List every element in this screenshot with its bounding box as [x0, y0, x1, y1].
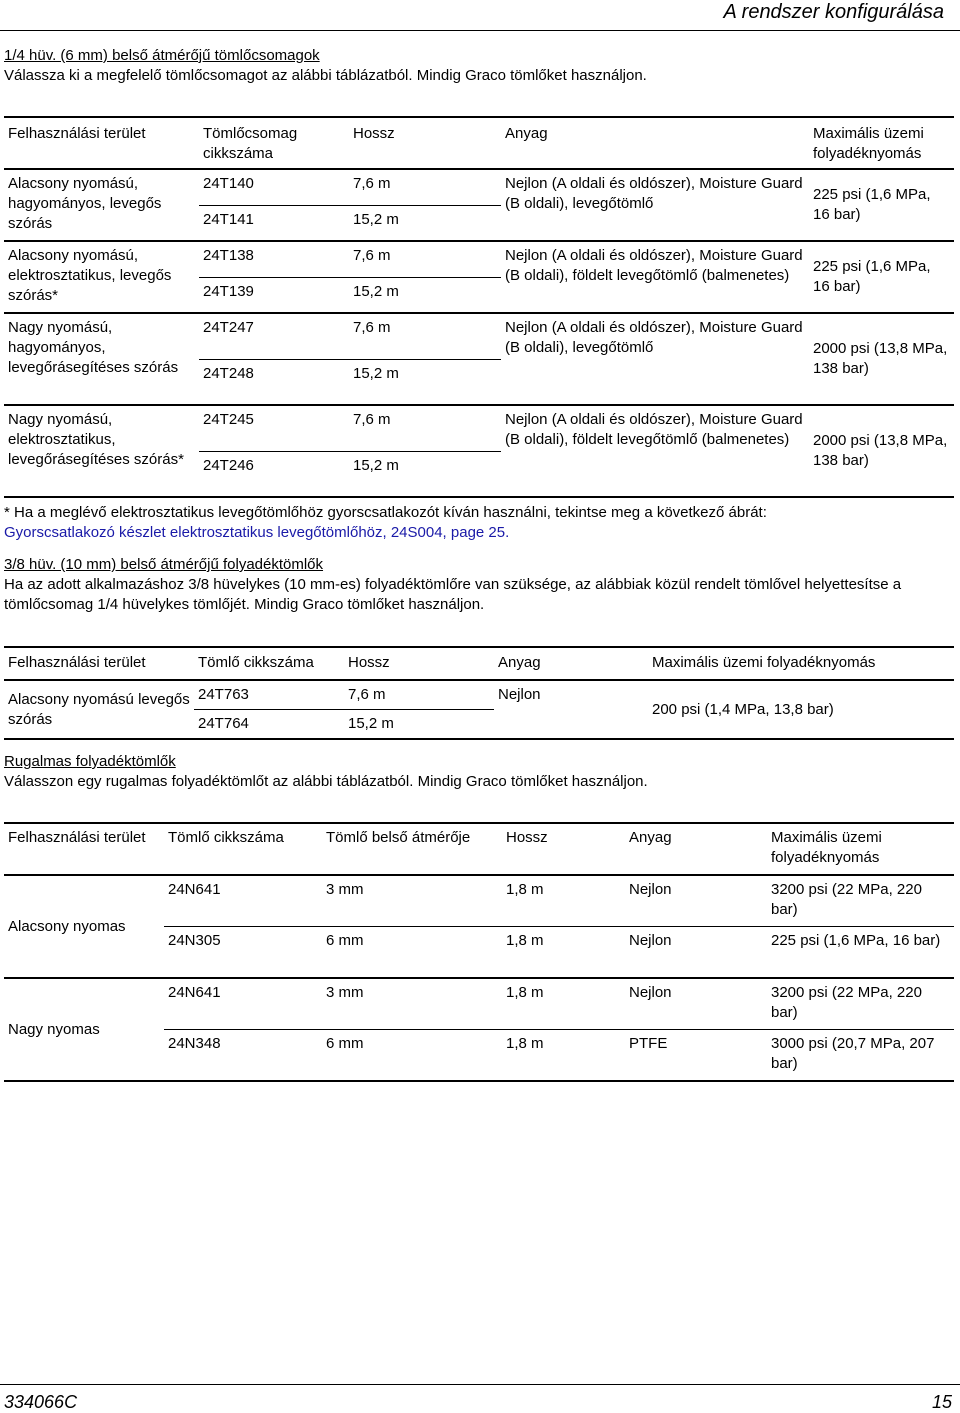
col-header: Hossz [344, 647, 494, 680]
header-divider [0, 30, 960, 31]
area-cell: Nagy nyomású, hagyományos, levegőrásegítéses szórás [4, 313, 199, 405]
part-cell: 24N641 [164, 978, 322, 1030]
length-cell: 15,2 m [349, 205, 501, 241]
length-cell: 15,2 m [349, 277, 501, 313]
section2-heading: 3/8 hüv. (10 mm) belső átmérőjű folyadéktömlők [4, 556, 324, 573]
section3-heading: Rugalmas folyadéktömlők [4, 753, 176, 770]
pressure-cell: 3000 psi (20,7 MPa, 207 bar) [767, 1030, 954, 1082]
pressure-cell: 2000 psi (13,8 MPa, 138 bar) [809, 313, 954, 405]
length-cell: 1,8 m [502, 978, 625, 1030]
material-cell: PTFE [625, 1030, 767, 1082]
material-cell: Nejlon [625, 927, 767, 979]
part-cell: 24T247 [199, 313, 349, 359]
length-cell: 15,2 m [349, 359, 501, 405]
pressure-cell: 225 psi (1,6 MPa, 16 bar) [809, 169, 954, 241]
col-header: Hossz [502, 823, 625, 875]
length-cell: 15,2 m [344, 710, 494, 740]
area-cell: Nagy nyomású, elektrosztatikus, levegőrásegítéses szórás* [4, 405, 199, 497]
col-header: Tömlő cikkszáma [194, 647, 344, 680]
length-cell: 7,6 m [349, 169, 501, 205]
section1-heading: 1/4 hüv. (6 mm) belső átmérőjű tömlőcsomagok [4, 47, 320, 64]
table-header-row [4, 117, 954, 169]
material-cell: Nejlon [625, 875, 767, 927]
id-cell: 3 mm [322, 978, 502, 1030]
area-cell: Alacsony nyomas [4, 875, 164, 978]
material-cell: Nejlon (A oldali és oldószer), Moisture Guard (B oldali), levegőtömlő [501, 313, 809, 405]
length-cell: 1,8 m [502, 1030, 625, 1082]
page-header-title: A rendszer konfigurálása [723, 1, 944, 23]
quick-connect-link[interactable]: Gyorscsatlakozó készlet elektrosztatikus levegőtömlőhöz, 24S004, page 25. [4, 524, 510, 541]
col-header: Anyag [625, 823, 767, 875]
document-number: 334066C [4, 1392, 78, 1412]
length-cell: 1,8 m [502, 927, 625, 979]
part-cell: 24T245 [199, 405, 349, 451]
table-row [4, 169, 954, 205]
table-header-row [4, 647, 954, 680]
col-header: Felhasználási terület [4, 117, 199, 169]
table-row [4, 241, 954, 277]
area-cell: Alacsony nyomású, elektrosztatikus, levegős szórás* [4, 241, 199, 313]
part-cell: 24N305 [164, 927, 322, 979]
id-cell: 3 mm [322, 875, 502, 927]
col-header: Felhasználási terület [4, 647, 194, 680]
part-cell: 24N348 [164, 1030, 322, 1082]
fluid-hose-table [4, 646, 954, 740]
material-cell: Nejlon (A oldali és oldószer), Moisture Guard (B oldali), földelt levegőtömlő (balmenetes) [501, 405, 809, 497]
length-cell: 15,2 m [349, 451, 501, 497]
material-cell: Nejlon (A oldali és oldószer), Moisture Guard (B oldali), levegőtömlő [501, 169, 809, 241]
col-header: Tömlő cikkszáma [164, 823, 322, 875]
hose-bundle-table [4, 116, 954, 498]
footer-divider [0, 1384, 960, 1385]
length-cell: 7,6 m [349, 313, 501, 359]
area-cell: Nagy nyomas [4, 978, 164, 1081]
section2-intro: Ha az adott alkalmazáshoz 3/8 hüvelykes (10 mm-es) folyadéktömlőre van szüksége, az alábbiak közül rendelt tömlővel helyettesítse a tömlőcsomag 1/4 hüvelykes tömlőjét. Mindig Graco tömlőket használjon. [4, 576, 902, 613]
col-header: Anyag [501, 117, 809, 169]
page-number: 15 [931, 1392, 952, 1412]
pressure-cell: 225 psi (1,6 MPa, 16 bar) [809, 241, 954, 313]
part-cell: 24T248 [199, 359, 349, 405]
id-cell: 6 mm [322, 1030, 502, 1082]
area-cell: Alacsony nyomású levegős szórás [4, 680, 194, 739]
part-cell: 24T138 [199, 241, 349, 277]
part-cell: 24T246 [199, 451, 349, 497]
part-cell: 24N641 [164, 875, 322, 927]
pressure-cell: 225 psi (1,6 MPa, 16 bar) [767, 927, 954, 979]
area-cell: Alacsony nyomású, hagyományos, levegős szórás [4, 169, 199, 241]
table-header-row [4, 823, 954, 875]
length-cell: 7,6 m [349, 241, 501, 277]
col-header: Felhasználási terület [4, 823, 164, 875]
part-cell: 24T764 [194, 710, 344, 740]
pressure-cell: 200 psi (1,4 MPa, 13,8 bar) [648, 680, 954, 739]
col-header: Maximális üzemi folyadéknyomás [809, 117, 954, 169]
col-header: Maximális üzemi folyadéknyomás [648, 647, 954, 680]
material-cell: Nejlon [494, 680, 648, 739]
part-cell: 24T140 [199, 169, 349, 205]
table-row [4, 875, 954, 927]
table-row [4, 978, 954, 1030]
part-cell: 24T139 [199, 277, 349, 313]
footnote [4, 503, 954, 543]
part-cell: 24T763 [194, 680, 344, 710]
material-cell: Nejlon [625, 978, 767, 1030]
col-header: Anyag [494, 647, 648, 680]
pressure-cell: 3200 psi (22 MPa, 220 bar) [767, 875, 954, 927]
col-header: Tömlőcsomag cikkszáma [199, 117, 349, 169]
col-header: Maximális üzemi folyadéknyomás [767, 823, 954, 875]
section3-intro: Válasszon egy rugalmas folyadéktömlőt az alábbi táblázatból. Mindig Graco tömlőket használjon. [4, 773, 648, 790]
material-cell: Nejlon (A oldali és oldószer), Moisture Guard (B oldali), földelt levegőtömlő (balmenetes) [501, 241, 809, 313]
table-row [4, 680, 954, 710]
flexible-hose-table [4, 822, 954, 1082]
col-header: Hossz [349, 117, 501, 169]
part-cell: 24T141 [199, 205, 349, 241]
length-cell: 7,6 m [349, 405, 501, 451]
section1-intro: Válassza ki a megfelelő tömlőcsomagot az alábbi táblázatból. Mindig Graco tömlőket használjon. [4, 67, 647, 84]
table-row [4, 405, 954, 451]
footnote-text: * Ha a meglévő elektrosztatikus levegőtömlőhöz gyorscsatlakozót kíván használni, tekintse meg a következő ábrát: [4, 504, 767, 521]
pressure-cell: 2000 psi (13,8 MPa, 138 bar) [809, 405, 954, 497]
col-header: Tömlő belső átmérője [322, 823, 502, 875]
length-cell: 1,8 m [502, 875, 625, 927]
pressure-cell: 3200 psi (22 MPa, 220 bar) [767, 978, 954, 1030]
id-cell: 6 mm [322, 927, 502, 979]
table-row [4, 313, 954, 359]
length-cell: 7,6 m [344, 680, 494, 710]
